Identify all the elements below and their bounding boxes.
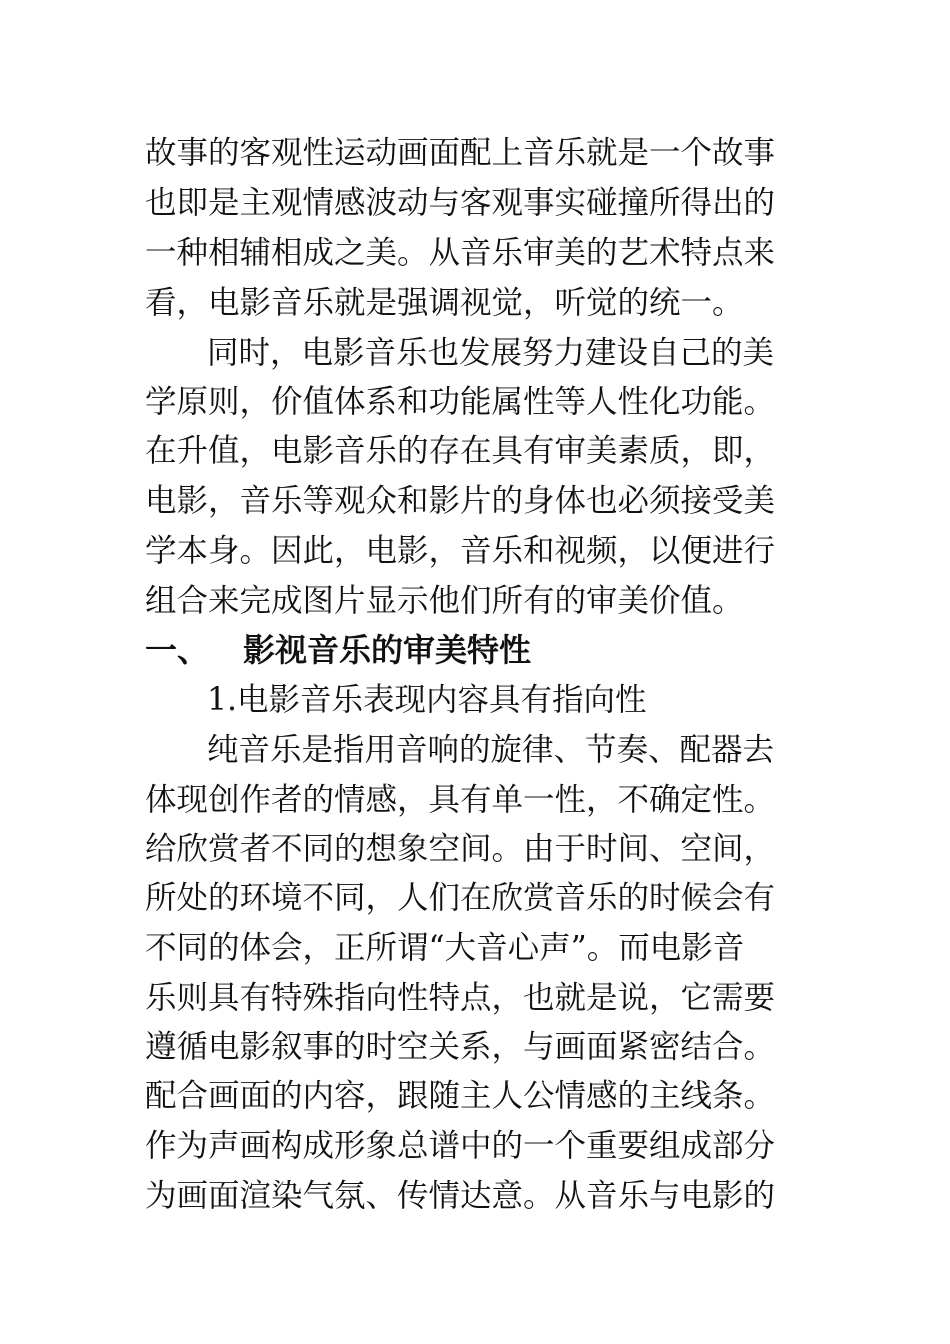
paragraph-2-line-1: 同时，电影音乐也发展努力建设自己的美 xyxy=(207,335,775,371)
paragraph-2-line-5: 学本身。因此，电影，音乐和视频，以便进行 xyxy=(145,533,776,569)
paragraph-3-line-10: 为画面渲染气氛、传情达意。从音乐与电影的 xyxy=(145,1178,776,1214)
section-heading-title: 影视音乐的审美特性 xyxy=(243,631,532,669)
paragraph-3-line-7: 遵循电影叙事的时空关系，与画面紧密结合。 xyxy=(145,1029,776,1065)
paragraph-3-line-8: 配合画面的内容，跟随主人公情感的主线条。 xyxy=(145,1078,776,1114)
paragraph-1-line-3: 一种相辅相成之美。从音乐审美的艺术特点来 xyxy=(145,235,776,271)
paragraph-3-line-6: 乐则具有特殊指向性特点，也就是说，它需要 xyxy=(145,980,776,1016)
section-heading xyxy=(145,626,531,674)
subheading: 1.电影音乐表现内容具有指向性 xyxy=(207,682,647,718)
paragraph-2-line-3: 在升值，电影音乐的存在具有审美素质，即， xyxy=(145,433,776,469)
paragraph-3-line-1: 纯音乐是指用音响的旋律、节奏、配器去 xyxy=(207,732,775,768)
paragraph-3-line-3: 给欣赏者不同的想象空间。由于时间、空间， xyxy=(145,831,776,867)
paragraph-2-line-6: 组合来完成图片显示他们所有的审美价值。 xyxy=(145,583,744,619)
paragraph-3-line-5: 不同的体会，正所谓“大音心声”。而电影音 xyxy=(145,930,745,966)
paragraph-3-line-9: 作为声画构成形象总谱中的一个重要组成部分 xyxy=(145,1128,776,1164)
paragraph-1-line-2: 也即是主观情感波动与客观事实碰撞所得出的 xyxy=(145,185,776,221)
paragraph-1-line-1: 故事的客观性运动画面配上音乐就是一个故事 xyxy=(145,135,776,171)
paragraph-3-line-2: 体现创作者的情感，具有单一性，不确定性。 xyxy=(145,782,776,818)
paragraph-3-line-4: 所处的环境不同，人们在欣赏音乐的时候会有 xyxy=(145,880,776,916)
paragraph-1-line-4: 看，电影音乐就是强调视觉，听觉的统一。 xyxy=(145,285,744,321)
paragraph-2-line-4: 电影，音乐等观众和影片的身体也必须接受美 xyxy=(145,483,776,519)
paragraph-2-line-2: 学原则，价值体系和功能属性等人性化功能。 xyxy=(145,384,776,420)
section-heading-number: 一、 xyxy=(145,631,210,669)
